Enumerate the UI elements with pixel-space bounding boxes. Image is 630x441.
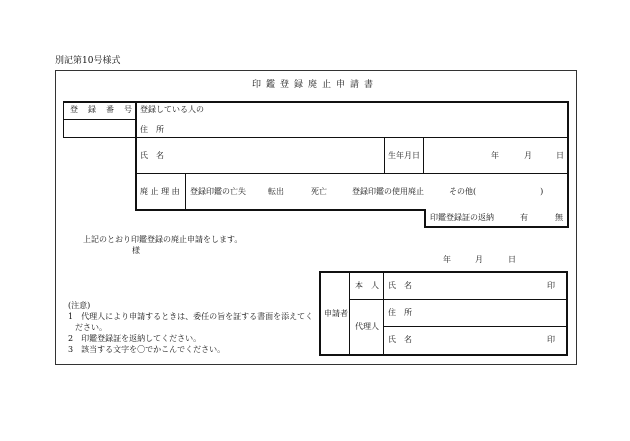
row-divider-1	[136, 137, 568, 138]
return-yes[interactable]: 有	[520, 213, 528, 222]
table-left-border	[135, 101, 137, 211]
return-box-bottom	[424, 226, 569, 228]
applicant-row-divider-1	[350, 299, 567, 300]
reason-death[interactable]: 死亡	[311, 187, 327, 196]
applicant-divider-2	[383, 272, 384, 355]
applicant-row-divider-2	[384, 326, 567, 327]
applicant-divider-1	[349, 272, 350, 355]
birth-divider	[384, 137, 385, 174]
applicant-right-border	[566, 271, 568, 356]
reason-lost[interactable]: 登録印鑑の亡失	[190, 187, 246, 196]
return-box-left	[424, 209, 426, 227]
agent-name-label: 氏 名	[388, 335, 412, 344]
self-seal: 印	[547, 281, 555, 290]
row-divider-2	[136, 173, 568, 174]
name-label: 氏 名	[140, 151, 164, 160]
date-day: 日	[508, 255, 516, 264]
reason-moved[interactable]: 転出	[268, 187, 284, 196]
form-number: 別記第10号様式	[55, 56, 121, 66]
self-name-label: 氏 名	[388, 281, 412, 290]
form-title: 印鑑登録廃止申請書	[251, 80, 378, 90]
return-card-label: 印鑑登録証の返納	[430, 213, 494, 222]
note-1-cont: ださい。	[75, 323, 107, 332]
reason-label: 廃 止 理 由	[140, 187, 180, 196]
address-label: 住 所	[140, 125, 164, 134]
table-bottom-border	[135, 209, 426, 211]
applicant-bottom-border	[319, 354, 568, 356]
birth-divider-2	[423, 137, 424, 174]
registration-number-label: 登 録 番 号	[70, 105, 133, 114]
birth-day: 日	[556, 151, 564, 160]
agent-address-label: 住 所	[388, 308, 412, 317]
applicant-left-border	[319, 271, 321, 356]
return-no[interactable]: 無	[555, 213, 563, 222]
registrant-prefix: 登録している人の	[140, 105, 204, 114]
date-year: 年	[443, 255, 451, 264]
regno-divider	[63, 119, 136, 120]
notes-heading: (注意)	[68, 301, 91, 310]
statement-text: 上記のとおり印鑑登録の廃止申請をします。	[83, 235, 243, 244]
reason-discontinue[interactable]: 登録印鑑の使用廃止	[352, 187, 424, 196]
reason-other[interactable]: その他( )	[449, 187, 544, 196]
table-top-border	[63, 101, 568, 103]
honorific: 様	[132, 246, 140, 255]
note-2: 2 印鑑登録証を返納してください。	[68, 334, 202, 343]
self-label: 本 人	[355, 281, 379, 290]
agent-label: 代理人	[355, 322, 379, 331]
regno-box-bottom	[63, 137, 136, 138]
applicant-label: 申請者	[324, 309, 348, 318]
birth-month: 月	[524, 151, 532, 160]
applicant-top-border	[319, 271, 567, 273]
date-month: 月	[475, 255, 483, 264]
note-3: 3 該当する文字を〇でかこんでください。	[68, 345, 226, 354]
table-right-border	[567, 101, 569, 227]
birthdate-label: 生年月日	[388, 151, 420, 160]
reason-divider	[185, 174, 186, 210]
note-1: 1 代理人により申請するときは、委任の旨を証する書面を添えてく	[68, 312, 314, 321]
birth-year: 年	[491, 151, 499, 160]
agent-seal: 印	[547, 335, 555, 344]
